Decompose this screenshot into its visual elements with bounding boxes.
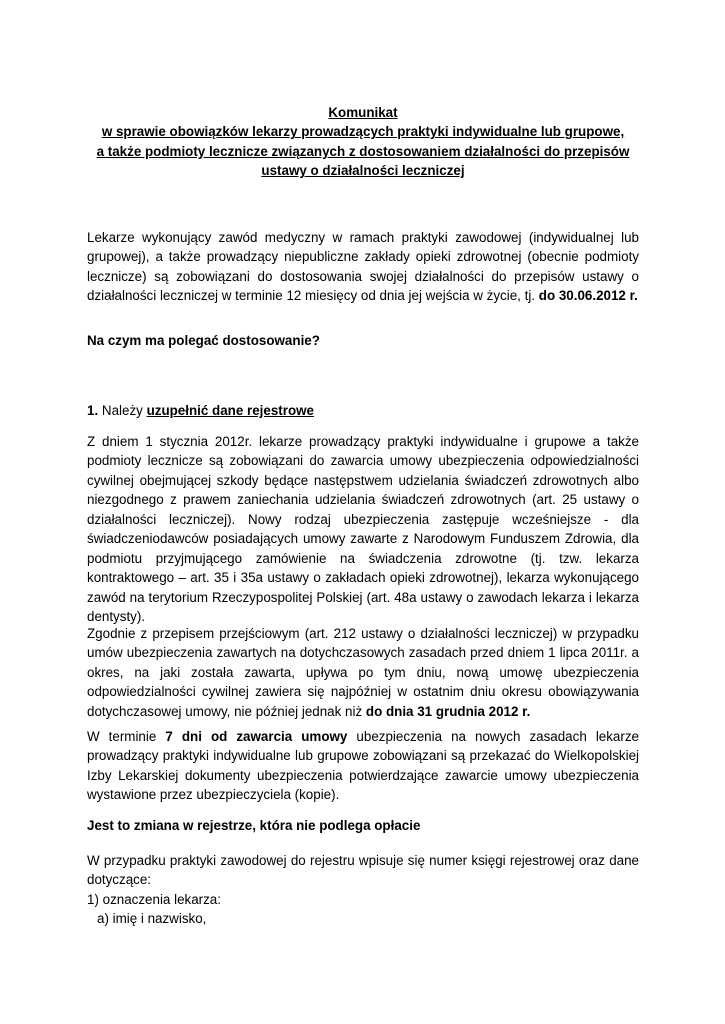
point-1-action: uzupełnić dane rejestrowe: [146, 403, 315, 418]
fee-heading: Jest to zmiana w rejestrze, która nie podlega opłacie: [87, 818, 421, 833]
term-prefix: W terminie: [87, 729, 157, 744]
term-text: ubezpieczenia na nowych zasadach lekarze prowadzący praktyki indywidualne lub grupowe zobowiązani są przekazać do Wielkopolskiej Izby Lekarskiej dokumenty ubezpieczenia potwierdzające zawarcie umowy ubezpieczenia wystawione przez ubezpieczyciela (kopie).: [87, 729, 639, 803]
registry-item-1: 1) oznaczenia lekarza:: [87, 891, 221, 907]
registry-text: W przypadku praktyki zawodowej do rejestru wpisuje się numer księgi rejestrowej oraz dane dotyczące:: [87, 853, 639, 888]
point-1-prefix: Należy: [101, 403, 143, 418]
transition-text: Zgodnie z przepisem przejściowym (art. 212 ustawy o działalności leczniczej) w przypadku umów ubezpieczenia zawartych na dotychczasowych zasadach przed dniem 1 lipca 2011r. a okres, na jaki została zawarta, upływa po tym dniu, nową umowę ubezpieczenia odpowiedzialności cywilnej zawiera się najpóźniej w ostatnim dniu okresu obowiązywania dotychczasowej umowy, nie później jednak niż: [87, 626, 639, 719]
title-line-2: w sprawie obowiązków lekarzy prowadzących praktyki indywidualne lub grupowe,: [101, 124, 625, 140]
term-bold: 7 dni od zawarcia umowy: [165, 729, 348, 744]
intro-paragraph: [87, 228, 639, 306]
transition-deadline: do dnia 31 grudnia 2012 r.: [365, 703, 531, 719]
transition-paragraph: [87, 624, 639, 721]
intro-text: Lekarze wykonujący zawód medyczny w ramach praktyki zawodowej (indywidualnej lub grupowej), a także prowadzący niepubliczne zakłady opieki zdrowotnej (obecnie podmioty lecznicze) są zobowiązani do dostosowania swojej działalności do przepisów ustawy o działalności leczniczej w terminie 12 miesięcy od dnia jej wejścia w życie, tj.: [87, 230, 639, 304]
document-title: [70, 103, 656, 181]
question-heading: Na czym ma polegać dostosowanie?: [87, 333, 320, 348]
point-1-number: 1.: [87, 403, 99, 418]
title-line-4: ustawy o działalności leczniczej: [261, 163, 465, 179]
term-paragraph: [87, 727, 639, 805]
registry-paragraph: [87, 851, 639, 929]
registry-item-1a: a) imię i nazwisko,: [97, 911, 207, 927]
title-line-3: a także podmioty lecznicze związanych z dostosowaniem działalności do przepisów: [96, 143, 630, 159]
intro-deadline: do 30.06.2012 r.: [538, 288, 638, 304]
title-line-1: Komunikat: [328, 105, 398, 120]
insurance-paragraph: Z dniem 1 stycznia 2012r. lekarze prowadzący praktyki indywidualne i grupowe a także podmioty lecznicze są zobowiązani do zawarcia umowy ubezpieczenia odpowiedzialności cywilnej obejmującej szkody będące następstwem udzielania świadczeń zdrowotnych albo niezgodnego z prawem zaniechania udzielania świadczeń zdrowotnych (art. 25 ustawy o działalności leczniczej). Nowy rodzaj ubezpieczenia zastępuje wcześniejsze - dla świadczeniodawców posiadających umowy zawarte z Narodowym Funduszem Zdrowia, dla podmiotu przyjmującego zamówienie na świadczenia zdrowotne (tj. tzw. lekarza kontraktowego – art. 35 i 35a ustawy o zakładach opieki zdrowotnej), lekarza wykonującego zawód na terytorium Rzeczypospolitej Polskiej (art. 48a ustawy o zawodach lekarza i lekarza dentysty).: [87, 434, 639, 625]
point-1: [87, 401, 639, 420]
